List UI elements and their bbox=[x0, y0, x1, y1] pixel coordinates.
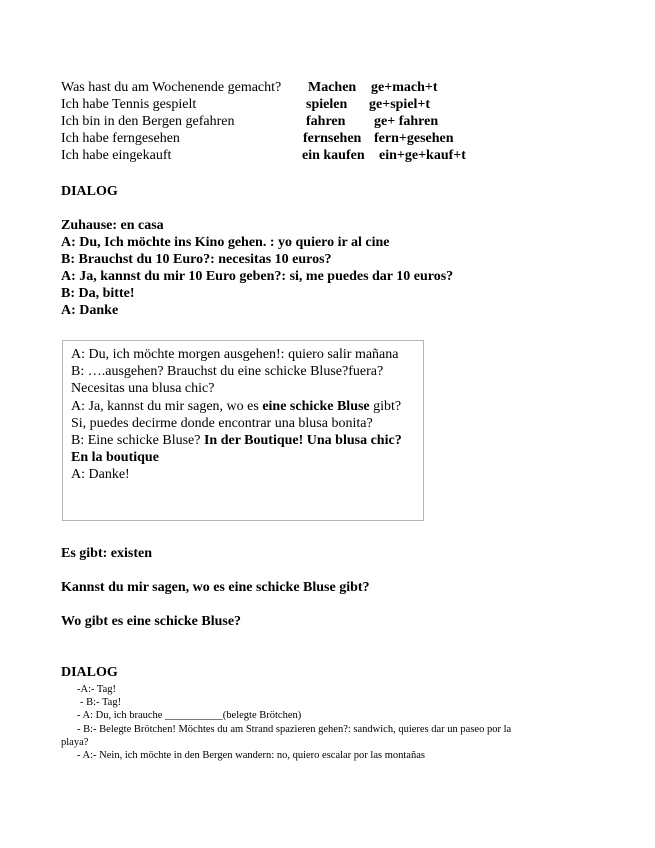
box-bold-text: eine schicke Bluse bbox=[262, 398, 370, 414]
verb-row bbox=[61, 147, 621, 164]
box-line bbox=[71, 432, 416, 466]
dialog-line: - B:- Belegte Brötchen! Möchtes du am Strand spazieren gehen?: sandwich, quieres dar un paseo por la bbox=[77, 724, 512, 735]
note-es-gibt: Es gibt: existen bbox=[61, 546, 152, 561]
dialog-line: playa? bbox=[61, 737, 89, 748]
dialog-box-content bbox=[71, 346, 416, 484]
verb-sentence: Ich habe eingekauft bbox=[61, 148, 172, 163]
verb-participle: ge+ fahren bbox=[374, 114, 439, 129]
verb-sentence: Ich habe Tennis gespielt bbox=[61, 97, 197, 112]
box-text: A: Ja, kannst du mir sagen, wo es bbox=[71, 398, 263, 414]
verb-participle: fern+gesehen bbox=[374, 131, 454, 146]
note-question: Wo gibt es eine schicke Bluse? bbox=[61, 614, 242, 629]
dialog-heading: DIALOG bbox=[61, 184, 118, 199]
verb-row bbox=[61, 96, 621, 113]
verb-sentence: Ich bin in den Bergen gefahren bbox=[61, 114, 235, 129]
box-bold-text: In der Boutique! Una blusa chic? En la boutique bbox=[71, 433, 402, 466]
verb-infinitive: ein kaufen bbox=[302, 148, 365, 163]
dialog-line: A: Du, Ich möchte ins Kino gehen. : yo quiero ir al cine bbox=[61, 235, 390, 250]
verb-infinitive: fernsehen bbox=[303, 131, 362, 146]
dialog-line: A: Danke bbox=[61, 303, 119, 318]
box-line: A: Du, ich möchte morgen ausgehen!: quiero salir mañana bbox=[71, 347, 399, 362]
dialog-text-box bbox=[62, 340, 424, 521]
dialog-heading: DIALOG bbox=[61, 665, 118, 680]
box-line: B: ….ausgehen? Brauchst du eine schicke Bluse?fuera? Necesitas una blusa chic? bbox=[71, 364, 384, 397]
note-question: Kannst du mir sagen, wo es eine schicke Bluse gibt? bbox=[61, 580, 370, 595]
verb-infinitive: spielen bbox=[306, 97, 348, 112]
verb-sentence: Was hast du am Wochenende gemacht? bbox=[61, 80, 282, 95]
verb-row bbox=[61, 113, 621, 130]
verb-participle: ein+ge+kauf+t bbox=[379, 148, 466, 163]
box-line bbox=[71, 398, 416, 432]
verb-row bbox=[61, 130, 621, 147]
verb-row bbox=[61, 79, 621, 96]
verb-infinitive: Machen bbox=[308, 80, 357, 95]
dialog-line: A: Ja, kannst du mir 10 Euro geben?: si, me puedes dar 10 euros? bbox=[61, 269, 454, 284]
box-text: B: Eine schicke Bluse? bbox=[71, 433, 204, 449]
box-line: A: Danke! bbox=[71, 467, 130, 483]
verb-sentence: Ich habe ferngesehen bbox=[61, 131, 180, 146]
dialog-line: - A: Du, ich brauche ___________(belegte Brötchen) bbox=[77, 710, 302, 721]
dialog-line: B: Brauchst du 10 Euro?: necesitas 10 euros? bbox=[61, 252, 332, 267]
verb-infinitive: fahren bbox=[306, 114, 346, 129]
verb-participle: ge+mach+t bbox=[371, 80, 438, 95]
dialog-line: - B:- Tag! bbox=[80, 697, 122, 708]
dialog-line: - A:- Nein, ich möchte in den Bergen wandern: no, quiero escalar por las montañas bbox=[77, 750, 425, 761]
verb-participle: ge+spiel+t bbox=[369, 97, 431, 112]
dialog-line: -A:- Tag! bbox=[77, 684, 117, 695]
dialog-line: Zuhause: en casa bbox=[61, 218, 164, 233]
dialog-line: B: Da, bitte! bbox=[61, 286, 135, 301]
box-text: gibt? Si, puedes decirme donde encontrar una blusa bonita? bbox=[71, 398, 402, 431]
